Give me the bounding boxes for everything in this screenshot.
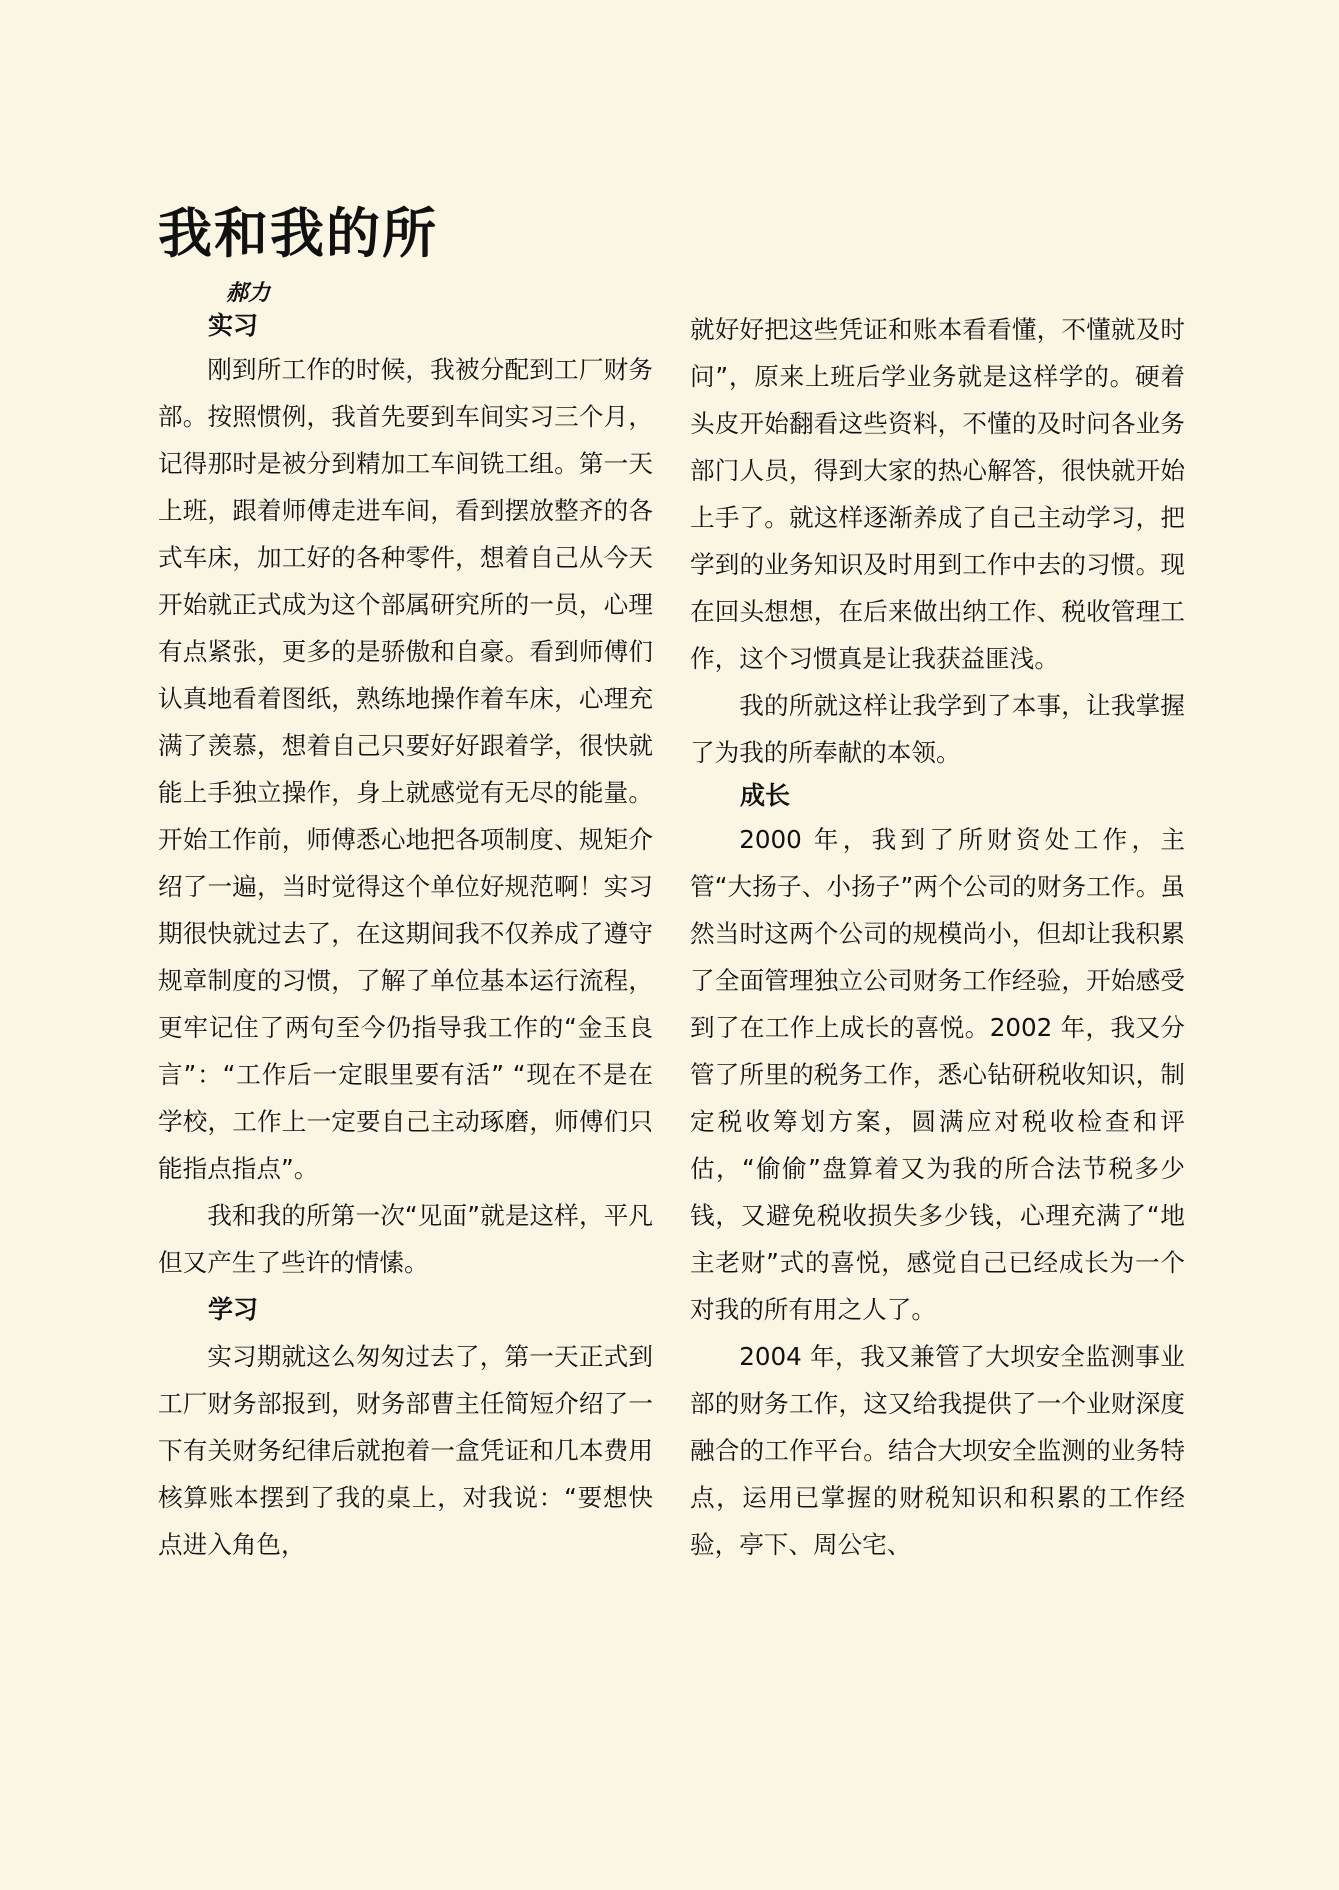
paragraph: 2004 年，我又兼管了大坝安全监测事业部的财务工作，这又给我提供了一个业财深度融合的工作平台。结合大坝安全监测的业务特点，运用已掌握的财税知识和积累的工作经验，亭下、周公宅、 (690, 1342, 1185, 1559)
section-heading-growth: 成长 (740, 781, 791, 810)
paragraph: 2000 年，我到了所财资处工作，主管“大扬子、小扬子”两个公司的财务工作。虽然当时这两个公司的规模尚小，但却让我积累了全面管理独立公司财务工作经验，开始感受到了在工作上成长的喜悦。2002 年，我又分管了所里的税务工作，悉心钻研税收知识，制定税收筹划方案，圆满应对税收检查和评估，“偷偷”盘算着又为我的所合法节税多少钱，又避免税收损失多少钱，心理充满了“地主老财”式的喜悦，感觉自己已经成长为一个对我的所有用之人了。 (690, 825, 1185, 1324)
paragraph-continued: 就好好把这些凭证和账本看看懂，不懂就及时问”，原来上班后学业务就是这样学的。硬着头皮开始翻看这些资料，不懂的及时问各业务部门人员，得到大家的热心解答，很快就开始上手了。就这样逐渐养成了自己主动学习，把学到的业务知识及时用到工作中去的习惯。现在回头想想，在后来做出纳工作、税收管理工作，这个习惯真是让我获益匪浅。 (690, 315, 1185, 673)
paragraph: 我的所就这样让我学到了本事，让我掌握了为我的所奉献的本领。 (690, 691, 1185, 767)
section-heading-internship: 实习 (208, 311, 259, 340)
right-column (690, 306, 1185, 1568)
section-heading-study: 学习 (208, 1295, 259, 1324)
paragraph: 我和我的所第一次“见面”就是这样，平凡但又产生了些许的情愫。 (158, 1201, 653, 1277)
left-column (158, 306, 653, 1568)
article-title: 我和我的所 (158, 201, 438, 265)
paragraph: 实习期就这么匆匆过去了，第一天正式到工厂财务部报到，财务部曹主任简短介绍了一下有关财务纪律后就抱着一盒凭证和几本费用核算账本摆到了我的桌上，对我说：“要想快点进入角色， (158, 1342, 653, 1559)
article-author: 郝力 (226, 280, 271, 306)
paragraph: 刚到所工作的时候，我被分配到工厂财务部。按照惯例，我首先要到车间实习三个月，记得那时是被分到精加工车间铣工组。第一天上班，跟着师傅走进车间，看到摆放整齐的各式车床，加工好的各种零件，想着自己从今天开始就正式成为这个部属研究所的一员，心理有点紧张，更多的是骄傲和自豪。看到师傅们认真地看着图纸，熟练地操作着车床，心理充满了羡慕，想着自己只要好好跟着学，很快就能上手独立操作，身上就感觉有无尽的能量。开始工作前，师傅悉心地把各项制度、规矩介绍了一遍，当时觉得这个单位好规范啊！实习期很快就过去了，在这期间我不仅养成了遵守规章制度的习惯，了解了单位基本运行流程，更牢记住了两句至今仍指导我工作的“金玉良言”：“工作后一定眼里要有活” “现在不是在学校，工作上一定要自己主动琢磨，师傅们只能指点指点”。 (158, 355, 653, 1183)
